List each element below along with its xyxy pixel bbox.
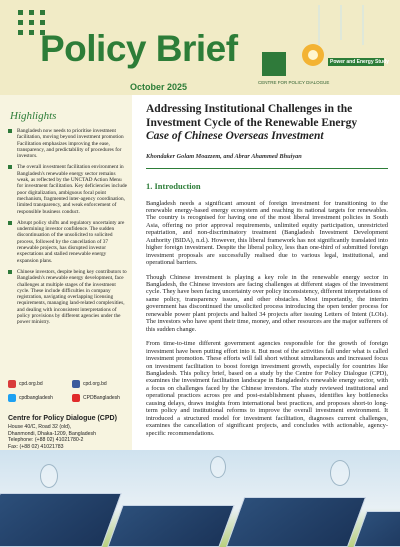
web-icon [8, 380, 16, 388]
solar-panel-photo [0, 450, 400, 547]
cpd-logo-text: CENTRE FOR POLICY DIALOGUE [258, 80, 330, 85]
twitter-icon [8, 394, 16, 402]
turbine-graphic [318, 5, 320, 45]
divider [146, 168, 388, 169]
solar-panel-graphic [107, 505, 234, 547]
lightbulb-graphic [40, 464, 58, 488]
highlights-heading: Highlights [10, 110, 57, 122]
contact-address: Dhanmondi, Dhaka-1209, Bangladesh [8, 430, 96, 437]
highlight-item: Chinese investors, despite being key contributors to Bangladesh's renewable energy development, face challenges at multiple stages of the investment cycle. These include difficulties in company registration, navigating overlapping licensing requirements, managing land-related complexities, and dealing with inconsistent interpretations of policy provisions by different agencies under the power ministry. [8, 269, 128, 326]
article-subtitle: Case of Chinese Overseas Investment [146, 130, 324, 142]
social-link-site[interactable]: cpd.org.bd [8, 380, 43, 388]
sun-icon [302, 44, 324, 66]
energy-study-label: Power and Energy Study [330, 59, 389, 65]
authors: Khondaker Golam Moazzem, and Abrar Ahammed Bhuiyan [146, 152, 302, 160]
social-link-youtube[interactable]: CPDBangladesh [72, 394, 120, 402]
article-title: Addressing Institutional Challenges in the Investment Cycle of the Renewable Energy [146, 103, 358, 129]
cpd-logo [262, 52, 286, 76]
energy-study-logo [302, 44, 389, 86]
solar-panel-graphic [353, 511, 400, 547]
contact-telephone: Telephone: (+88 02) 41021780-2 [8, 437, 84, 444]
highlight-item: Bangladesh now needs to prioritise investment facilitation, moving beyond investment promotion Facilitation emphasizes improving the ease, transparency, and predictability of procedures for investors. [8, 128, 128, 159]
publication-date: October 2025 [130, 82, 188, 92]
social-link-facebook[interactable]: cpd.org.bd [72, 380, 107, 388]
youtube-icon [72, 394, 80, 402]
body-paragraph: Though Chinese investment is playing a key role in the renewable energy sector in Bangladesh, the Chinese investors are facing challenges at different stages of the investment cycle. They have been facing uncertainty over policy inconsistency, different interpretations of same policy, transparency issues, and other obstacles. Most importantly, the interim government has discontinued the unsolicited process introducing the open tender process for renewable power plant projects and halted 34 projects after issuing Letters of Intent (LOIs). The investors who have spent their time, money, and other resources are the major sufferers of this sudden change. [146, 273, 388, 333]
section-heading: 1. Introduction [146, 180, 201, 191]
solar-panel-graphic [0, 493, 122, 547]
body-paragraph: Bangladesh needs a significant amount of foreign investment for transitioning to the renewable energy-based energy ecosystem and reaching its national targets for renewables. The country is recognised for having one of the most liberal investment policies in South Asia, offering no prior approval requirements, unlimited equity participation, unrestricted repatriation, and non-discriminatory treatment (Bangladesh Investment Development Authority (BIDA), n.d.). However, this liberal framework has not significantly translated into higher foreign investment. Despite the liberal policy, less than one-third of submitted foreign investment proposals are successfully realised due to various legal, institutional, and operational barriers. [146, 199, 388, 267]
facebook-icon [72, 380, 80, 388]
highlight-item: The overall investment facilitation environment in Bangladesh's renewable energy sector remains weak, as reflected by the UNCTAD Action Menu for investment facilitation. Key deficiencies include poor digitalization, ambiguous focal point mechanism, fragmented inter-agency coordination, limited transparency, and weak enforcement of responsible business conduct. [8, 164, 128, 214]
main-content [146, 103, 388, 437]
highlights-list [8, 128, 128, 331]
contact-fax: Fax: (+88 02) 41021783 [8, 443, 64, 450]
lightbulb-graphic [210, 456, 226, 478]
highlight-item: Abrupt policy shifts and regulatory uncertainty are undermining investor confidence. The sudden discontinuation of the unsolicited to solicited process, followed by the cancellation of 37 renewable projects, has disrupted investor expectations and stalled renewable energy expansion plans. [8, 220, 128, 264]
turbine-graphic [362, 5, 364, 45]
document-title: Policy Brief [40, 28, 238, 69]
body-paragraph: From time-to-time different government agencies responsible for the growth of foreign investment have been putting effort into it. But most of the activities fall under what is called investment promotion. These efforts will fall short without simultaneous and increased focus on investment facilitation to boost foreign investment growth, especially for countries like Bangladesh. This policy brief, based on a study by the Centre for Policy Dialogue (CPD), examines the investment facilitation landscape in Bangladesh's renewable energy sector, with a focus on challenges faced by the Chinese investors. The study reviewed institutional and operational practices across pre and post-establishment phases, identifies key bottlenecks causing delays, draws insights from international best practices, and proposes short-to long-term policy and institutional reforms to improve the overall investment environment. It introduced a structured model for investment facilitation, diagnoses current challenges, examines the cancellation of significant projects, and concludes with actionable, agency-specific recommendations. [146, 340, 388, 437]
turbine-graphic [340, 5, 342, 40]
lightbulb-graphic [330, 460, 350, 486]
social-link-twitter[interactable]: cpdbangladesh [8, 394, 53, 402]
solar-panel-graphic [226, 497, 366, 547]
contact-address: House 40/C, Road 32 (old), [8, 424, 72, 430]
contact-title: Centre for Policy Dialogue (CPD) [8, 415, 117, 422]
